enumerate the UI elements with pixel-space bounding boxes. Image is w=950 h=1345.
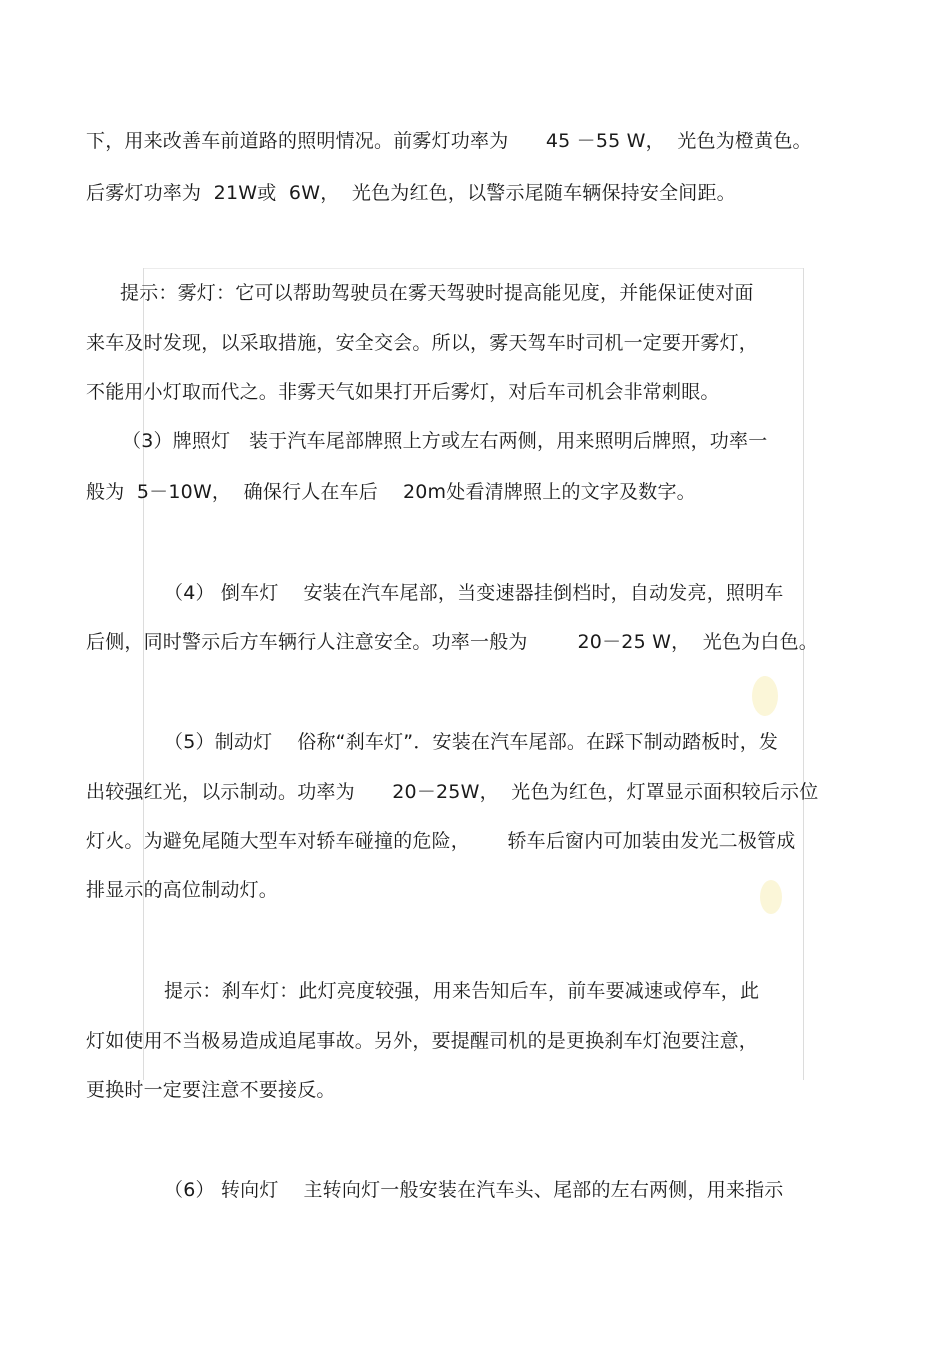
- text-line: 出较强红光，以示制动。功率为 20－25W， 光色为红色，灯罩显示面积较后示位: [86, 781, 819, 803]
- text-line: 不能用小灯取而代之。非雾天气如果打开后雾灯，对后车司机会非常刺眼。: [86, 381, 720, 403]
- watermark-stain: [752, 676, 778, 716]
- text-line: 提示：雾灯：它可以帮助驾驶员在雾天驾驶时提高能见度，并能保证使对面: [120, 282, 754, 304]
- text-line: 来车及时发现，以采取措施，安全交会。所以，雾天驾车时司机一定要开雾灯，: [86, 332, 759, 354]
- text-line: 排显示的高位制动灯。: [86, 879, 279, 901]
- text-line: （5）制动灯 俗称“刹车灯”．安装在汽车尾部。在踩下制动踏板时，发: [164, 731, 779, 753]
- text-line: （4） 倒车灯 安装在汽车尾部，当变速器挂倒档时，自动发亮，照明车: [164, 582, 784, 604]
- text-line: 灯火。为避免尾随大型车对轿车碰撞的危险， 轿车后窗内可加装由发光二极管成: [86, 830, 796, 852]
- frame-border-right: [803, 268, 804, 1080]
- frame-border-top: [143, 268, 804, 269]
- text-line: 提示：刹车灯：此灯亮度较强，用来告知后车，前车要减速或停车，此: [164, 980, 760, 1002]
- text-line: （6） 转向灯 主转向灯一般安装在汽车头、尾部的左右两侧，用来指示: [164, 1179, 784, 1201]
- text-line: 下，用来改善车前道路的照明情况。前雾灯功率为 45 －55 W， 光色为橙黄色。: [86, 130, 812, 152]
- text-line: 后雾灯功率为 21W或 6W， 光色为红色，以警示尾随车辆保持安全间距。: [86, 182, 736, 204]
- text-line: 更换时一定要注意不要接反。: [86, 1079, 336, 1101]
- text-line: 般为 5－10W， 确保行人在车后 20m处看清牌照上的文字及数字。: [86, 481, 696, 503]
- text-line: 后侧，同时警示后方车辆行人注意安全。功率一般为 20－25 W， 光色为白色。: [86, 631, 818, 653]
- text-line: 灯如使用不当极易造成追尾事故。另外，要提醒司机的是更换刹车灯泡要注意，: [86, 1030, 759, 1052]
- text-line: （3）牌照灯 装于汽车尾部牌照上方或左右两侧，用来照明后牌照，功率一: [122, 430, 768, 452]
- watermark-stain: [760, 880, 782, 914]
